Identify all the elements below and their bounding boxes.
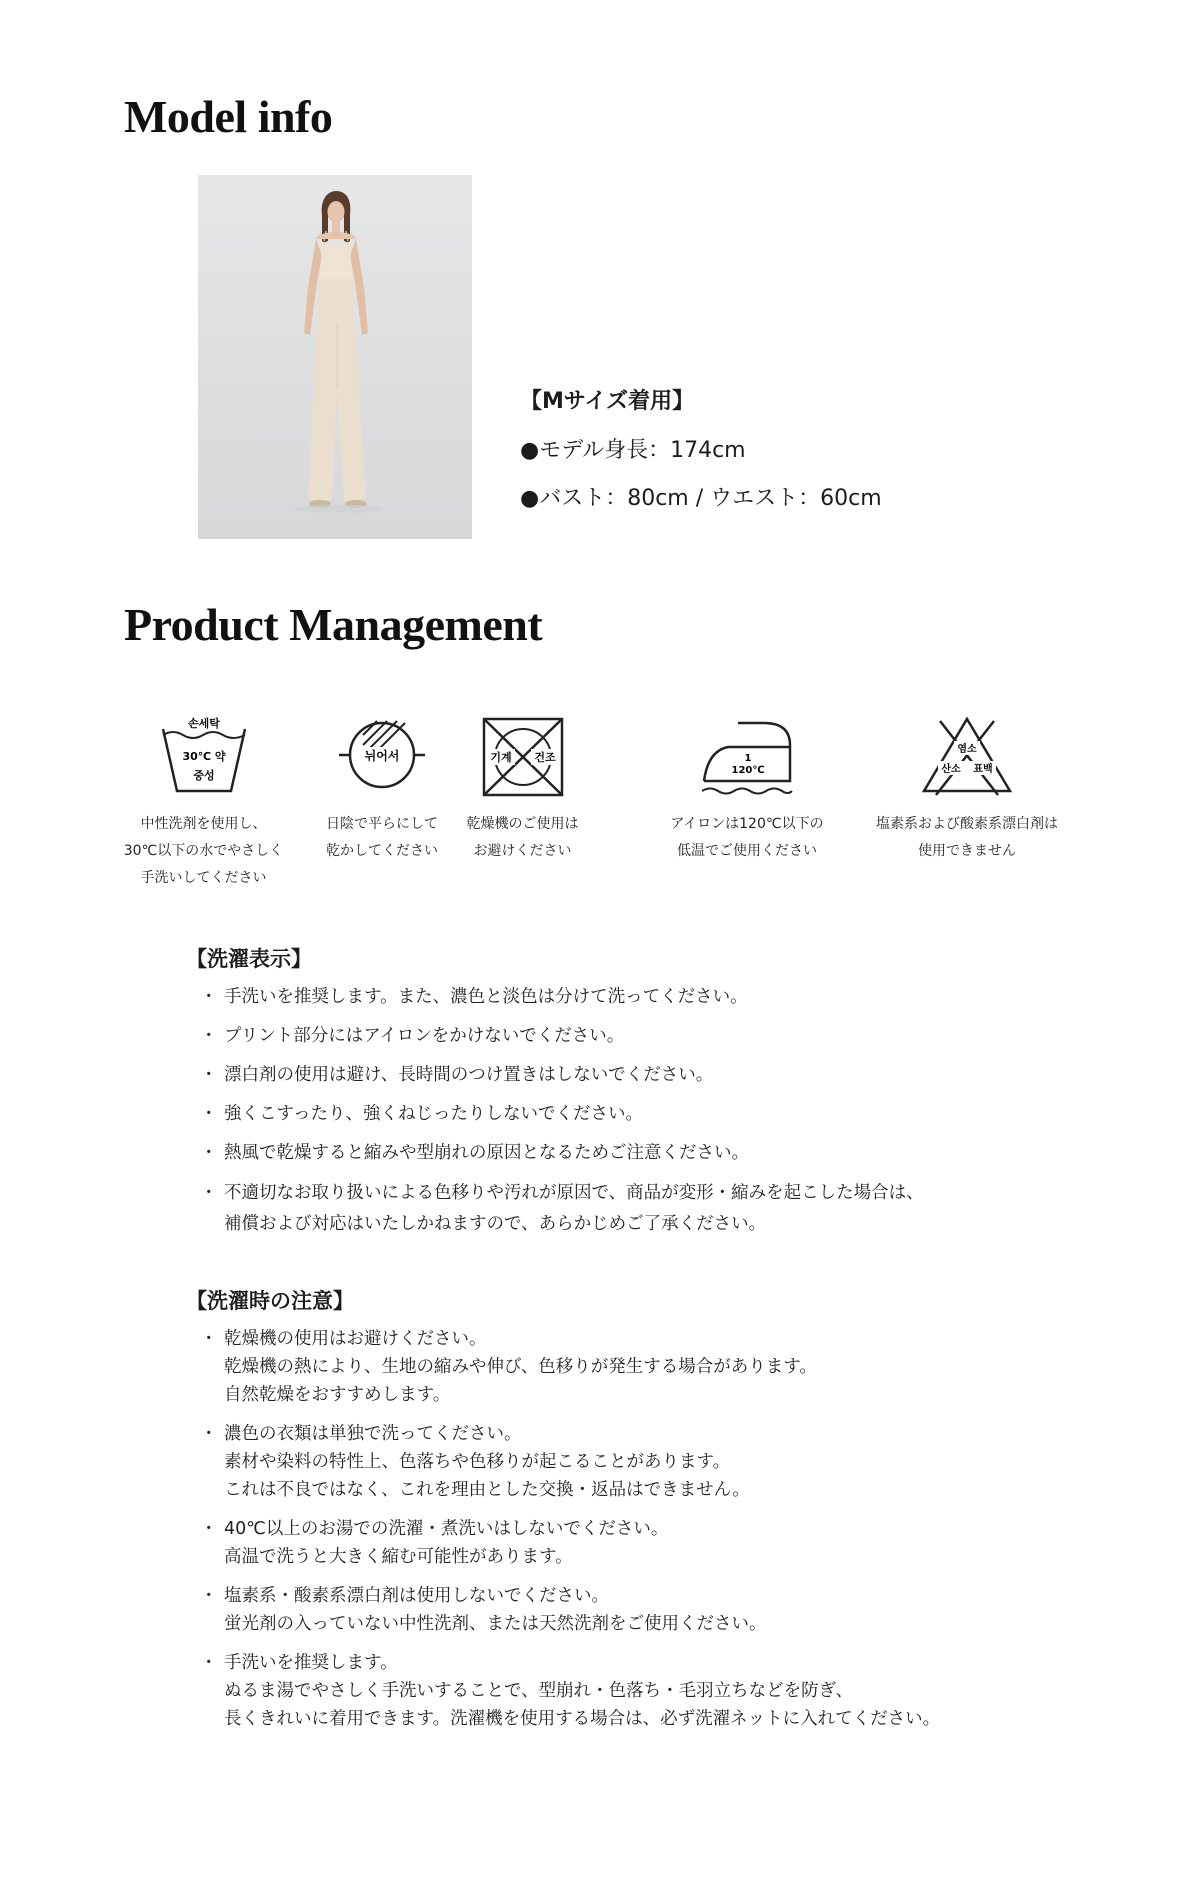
svg-text:표백: 표백 bbox=[973, 764, 993, 775]
no-bleach-icon bbox=[918, 715, 1016, 797]
wash-caution-heading: 【洗濯時の注意】 bbox=[186, 1289, 354, 1313]
list-item: ・ 手洗いを推奨します。 ぬるま湯でやさしく手洗いすることで、型崩れ・色落ち・毛羽立ちなどを防ぎ、 長くきれいに着用できます。洗濯機を使用する場合は、必ず洗濯ネットに入れてください。 bbox=[206, 1649, 940, 1733]
model-figure-illustration bbox=[198, 175, 472, 539]
svg-text:기계: 기계 bbox=[489, 751, 512, 764]
no-tumble-dry-icon bbox=[474, 715, 572, 797]
list-item: ・ 40℃以上のお湯での洗濯・煮洗いはしないでください。 高温で洗うと大きく縮む可能性があります。 bbox=[206, 1515, 940, 1571]
svg-text:중성: 중성 bbox=[192, 769, 215, 782]
care-item-no-dryer bbox=[455, 715, 590, 865]
care-caption: 日陰で平らにして 乾かしてください bbox=[326, 816, 438, 859]
svg-text:건조: 건조 bbox=[533, 751, 556, 764]
care-caption: 乾燥機のご使用は お避けください bbox=[466, 816, 579, 859]
model-measurements: ●バスト：80cm / ウエスト：60cm bbox=[520, 486, 882, 511]
svg-text:120℃: 120℃ bbox=[731, 765, 765, 776]
hand-wash-icon bbox=[155, 715, 253, 797]
svg-text:손세탁: 손세탁 bbox=[187, 717, 220, 730]
svg-text:산소: 산소 bbox=[941, 764, 961, 775]
care-item-iron bbox=[652, 715, 842, 865]
model-size-label: 【Mサイズ着用】 bbox=[520, 389, 695, 414]
care-caption: 塩素系および酸素系漂白剤は 使用できません bbox=[876, 816, 1058, 859]
wash-display-list bbox=[206, 983, 924, 1251]
list-item: ・ 手洗いを推奨します。また、濃色と淡色は分けて洗ってください。 bbox=[206, 983, 924, 1011]
care-item-flat-dry bbox=[308, 715, 456, 865]
list-item: ・ 塩素系・酸素系漂白剤は使用しないでください。 蛍光剤の入っていない中性洗剤、または天然洗剤をご使用ください。 bbox=[206, 1582, 940, 1638]
list-item: ・ 熱風で乾燥すると縮みや型崩れの原因となるためご注意ください。 bbox=[206, 1139, 924, 1167]
model-photo bbox=[198, 175, 472, 539]
list-item: ・ 乾燥機の使用はお避けください。 乾燥機の熱により、生地の縮みや伸び、色移りが発生する場合があります。 自然乾燥をおすすめします。 bbox=[206, 1325, 940, 1409]
product-management-heading: Product Management bbox=[124, 599, 543, 650]
care-caption: アイロンは120℃以下の 低温でご使用ください bbox=[670, 816, 824, 859]
care-caption: 中性洗剤を使用し、 30℃以下の水でやさしく 手洗いしてください bbox=[123, 816, 284, 886]
svg-text:30℃ 약: 30℃ 약 bbox=[181, 750, 226, 763]
svg-text:염소: 염소 bbox=[957, 744, 977, 755]
model-height: ●モデル身長：174cm bbox=[520, 438, 746, 463]
model-info-heading: Model info bbox=[124, 91, 333, 142]
list-item: ・ 強くこすったり、強くねじったりしないでください。 bbox=[206, 1100, 924, 1128]
svg-text:1: 1 bbox=[744, 753, 752, 764]
svg-text:뉘어서: 뉘어서 bbox=[364, 749, 400, 763]
list-item: ・ 漂白剤の使用は避け、長時間のつけ置きはしないでください。 bbox=[206, 1061, 924, 1089]
wash-display-heading: 【洗濯表示】 bbox=[186, 947, 312, 971]
care-item-hand-wash bbox=[96, 715, 311, 892]
list-item: ・ プリント部分にはアイロンをかけないでください。 bbox=[206, 1022, 924, 1050]
care-item-no-bleach bbox=[862, 715, 1072, 865]
shade-flat-dry-icon bbox=[333, 715, 431, 797]
list-item: ・ 濃色の衣類は単独で洗ってください。 素材や染料の特性上、色落ちや色移りが起こることがあります。 これは不良ではなく、これを理由とした交換・返品はできません。 bbox=[206, 1420, 940, 1504]
iron-low-temp-icon bbox=[698, 715, 796, 797]
wash-caution-list bbox=[206, 1325, 940, 1744]
list-item: ・ 不適切なお取り扱いによる色移りや汚れが原因で、商品が変形・縮みを起こした場合は、 補償および対応はいたしかねますので、あらかじめご了承ください。 bbox=[206, 1178, 924, 1240]
